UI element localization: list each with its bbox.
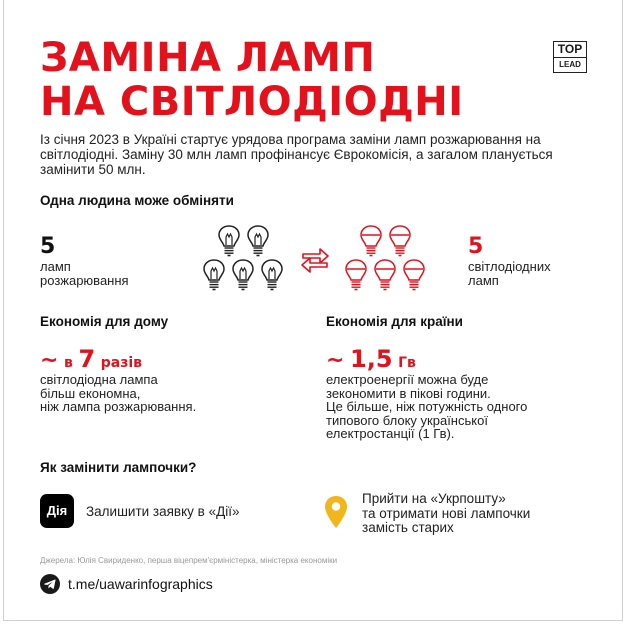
- home-line-2: більш економна,: [40, 385, 141, 401]
- led-bulb-icon-2: [390, 226, 410, 256]
- country-economy-heading: Економія для країни: [326, 314, 463, 329]
- led-count: 5: [468, 234, 484, 259]
- incandescent-bulb-icon-5: [262, 260, 282, 290]
- home-unit: разів: [100, 355, 142, 371]
- incandescent-bulb-icon-4: [233, 260, 253, 290]
- led-bulb-icon-1: [361, 226, 381, 256]
- home-line-3: ніж лампа розжарювання.: [40, 399, 197, 414]
- country-line-1: електроенергії можна буде: [326, 372, 489, 387]
- telegram-link[interactable]: t.me/uawarinfographics: [68, 576, 213, 592]
- home-prefix: в: [64, 355, 73, 371]
- led-bulb-icon-5: [404, 260, 424, 290]
- led-bulbs-group: [340, 224, 432, 296]
- logo-bottom: LEAD: [559, 60, 581, 69]
- diia-instruction: Залишити заявку в «Дії»: [86, 504, 240, 519]
- logo-top: TOP: [554, 42, 586, 58]
- led-bulb-icon-3: [346, 260, 366, 290]
- exchange-heading: Одна людина може обміняти: [40, 193, 234, 208]
- post-line-3: замість старих: [362, 520, 454, 535]
- country-line-4: типового блоку української: [326, 412, 488, 428]
- howto-heading: Як замінити лампочки?: [40, 460, 197, 475]
- country-line-3: Це більше, ніж потужність одного: [326, 399, 528, 414]
- telegram-icon: [40, 574, 60, 594]
- incandescent-bulb-icon-1: [219, 226, 239, 256]
- post-line-1: Прийти на «Укрпошту»: [362, 491, 506, 506]
- incandescent-count: 5: [40, 234, 56, 259]
- led-bulb-icon-4: [375, 260, 395, 290]
- country-tilde: ~: [326, 348, 345, 373]
- title-line-1: ЗАМІНА ЛАМП: [40, 35, 376, 81]
- country-line-2: зекономити в пікові години.: [326, 385, 491, 401]
- led-label-2: ламп: [468, 273, 499, 288]
- diia-app-icon: Дія: [40, 494, 74, 528]
- source-note: Джерела: Юлія Свириденко, перша віцепрем'єрміністерка, міністерка економіки: [40, 556, 338, 565]
- incandescent-bulbs-group: [198, 224, 290, 296]
- home-economy-heading: Економія для дому: [40, 314, 169, 329]
- page-title: [40, 36, 464, 124]
- country-number: 1,5: [350, 345, 393, 373]
- home-number: 7: [78, 345, 96, 373]
- incandescent-bulb-icon-3: [204, 260, 224, 290]
- country-line-5: електростанції (1 Гв).: [326, 426, 455, 441]
- home-tilde: ~: [40, 348, 59, 373]
- post-line-2: та отримати нові лампочки: [362, 505, 531, 521]
- home-line-1: світлодіодна лампа: [40, 372, 158, 387]
- location-pin-icon: [324, 495, 348, 529]
- title-line-2: НА СВІТЛОДІОДНІ: [40, 79, 464, 125]
- incandescent-label-1: ламп: [40, 259, 71, 274]
- swap-arrows-icon: [300, 244, 330, 274]
- country-unit: Гв: [398, 355, 416, 371]
- country-economy-value: [326, 345, 416, 373]
- brand-logo: [553, 41, 587, 73]
- intro-text: Із січня 2023 в Україні стартує урядова програма заміни ламп розжарювання на світлодіодні. Заміну 30 млн ламп профінансує Єврокомісія, а загалом планується замінити 50 млн.: [40, 132, 553, 177]
- country-economy-text: [326, 373, 527, 441]
- incandescent-label-2: розжарювання: [40, 273, 129, 288]
- home-economy-text: [40, 373, 196, 414]
- ukrposhta-instruction: [362, 492, 530, 536]
- home-economy-value: [40, 345, 142, 373]
- incandescent-bulb-icon-2: [248, 226, 268, 256]
- led-label-1: світлодіодних: [468, 259, 551, 274]
